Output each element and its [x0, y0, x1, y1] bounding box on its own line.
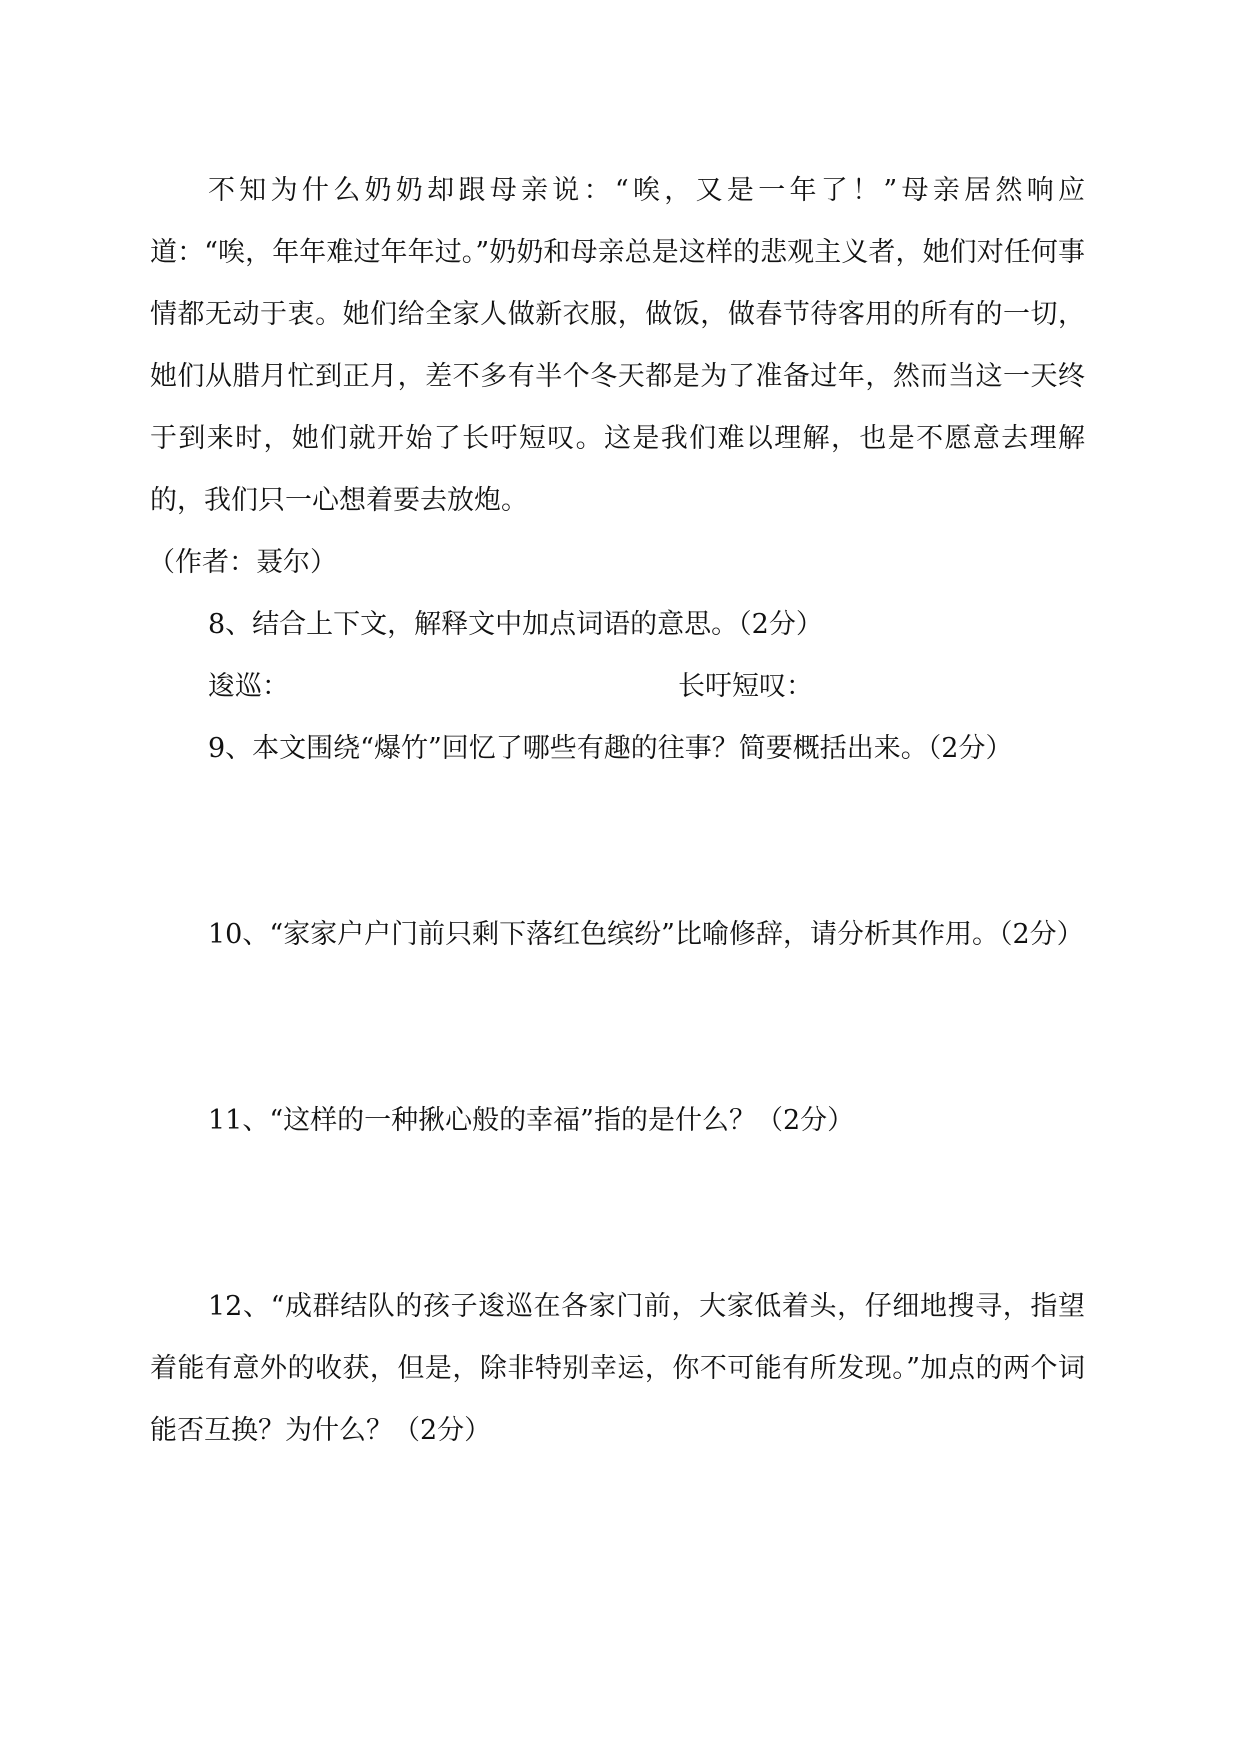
term-qunxun-label: 逡巡：	[208, 671, 289, 702]
answer-space-11	[150, 1152, 1085, 1276]
answer-space-10	[150, 966, 1085, 1090]
passage-paragraph: 不知为什么奶奶却跟母亲说：“唉，又是一年了！”母亲居然响应道：“唉，年年难过年年过。”奶奶和母亲总是这样的悲观主义者，她们对任何事情都无动于衷。她们给全家人做新衣服，做饭，做春节待客用的所有的一切，她们从腊月忙到正月，差不多有半个冬天都是为了准备过年，然而当这一天终于到来时，她们就开始了长吁短叹。这是我们难以理解，也是不愿意去理解的，我们只一心想着要去放炮。	[150, 175, 1085, 516]
answer-space-9	[150, 780, 1085, 904]
document-body	[150, 160, 1085, 1462]
term-changxu-label: 长吁短叹：	[678, 671, 813, 702]
question-9: 9、本文围绕“爆竹”回忆了哪些有趣的往事？简要概括出来。（2分）	[208, 733, 1013, 764]
question-10: 10、“家家户户门前只剩下落红色缤纷”比喻修辞，请分析其作用。（2分）	[208, 919, 1084, 950]
question-8-terms	[150, 656, 1085, 718]
question-8: 8、结合上下文，解释文中加点词语的意思。（2分）	[208, 609, 823, 640]
question-12: 12、“成群结队的孩子逡巡在各家门前，大家低着头，仔细地搜寻，指望着能有意外的收获，但是，除非特别幸运，你不可能有所发现。”加点的两个词能否互换？为什么？（2分）	[150, 1291, 1085, 1446]
question-11: 11、“这样的一种揪心般的幸福”指的是什么？（2分）	[208, 1105, 855, 1136]
author-credit: （作者：聂尔）	[148, 547, 337, 578]
